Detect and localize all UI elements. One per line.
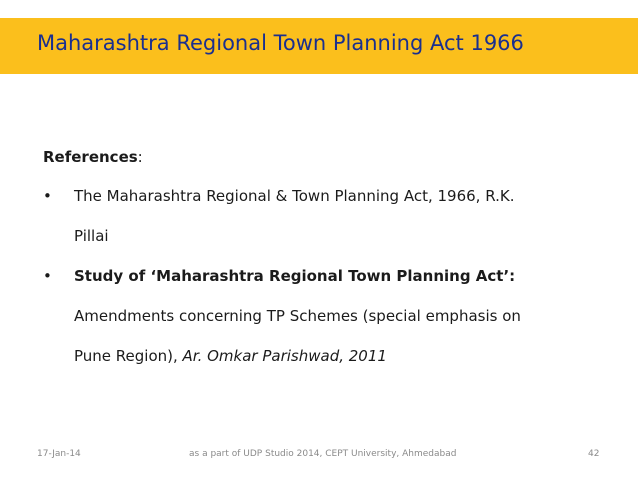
references-heading: [43, 144, 623, 170]
slide-number: 42: [588, 449, 600, 459]
reference-item-2: [43, 256, 623, 376]
reference-2-author: Ar. Omkar Parishwad, 2011: [182, 347, 387, 365]
reference-2-line-3-text: Pune Region),: [74, 347, 183, 365]
reference-1-line-2: Pillai: [74, 227, 109, 245]
reference-item-1: [43, 176, 623, 256]
bullet-icon: •: [43, 187, 52, 205]
reference-2-line-3: [74, 336, 623, 376]
references-section: [43, 144, 623, 376]
footer-credit: as a part of UDP Studio 2014, CEPT University, Ahmedabad: [189, 449, 457, 459]
reference-2-title: Study of ‘Maharashtra Regional Town Planning Act’:: [74, 267, 516, 285]
footer-date: 17-Jan-14: [37, 449, 81, 459]
reference-1-line-1: The Maharashtra Regional & Town Planning Act, 1966, R.K.: [74, 187, 515, 205]
bullet-icon: •: [43, 267, 52, 285]
slide-title: Maharashtra Regional Town Planning Act 1966: [37, 31, 524, 55]
references-heading-label: References: [43, 148, 138, 166]
reference-2-line-2: Amendments concerning TP Schemes (special emphasis on: [74, 307, 521, 325]
references-heading-colon: :: [137, 148, 143, 166]
